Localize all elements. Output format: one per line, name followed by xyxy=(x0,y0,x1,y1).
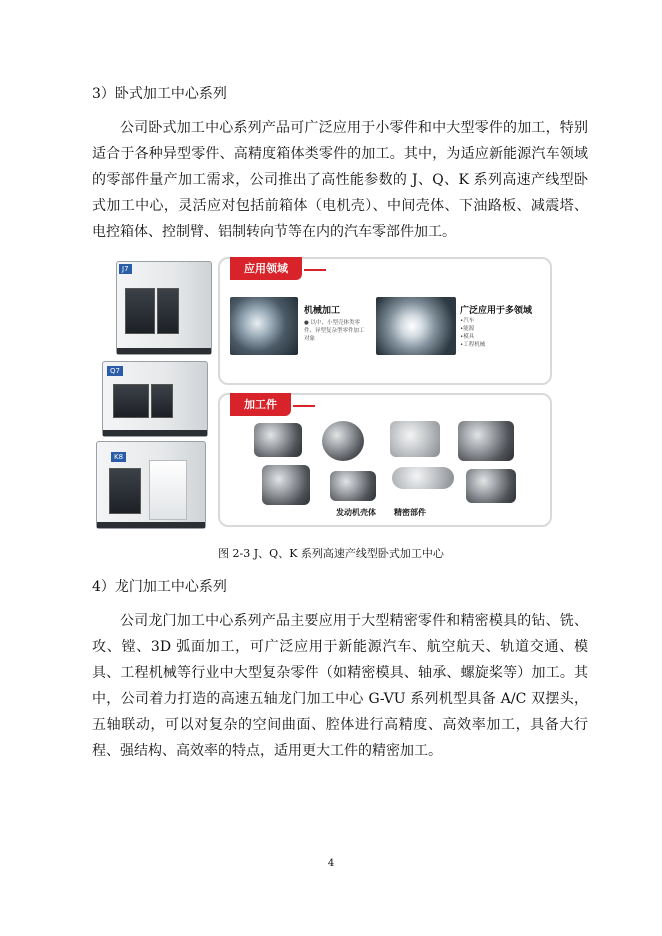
machine-base xyxy=(103,430,207,436)
figure-horizontal-machining-centers xyxy=(86,255,548,531)
machine-photos xyxy=(86,255,218,531)
applications-panel xyxy=(218,257,552,385)
workpiece-engine-block xyxy=(254,423,302,457)
machine-model-badge: J7 xyxy=(119,264,132,274)
fields-list xyxy=(460,317,485,349)
figure-caption: 图 2-3 J、Q、K 系列高速产线型卧式加工中心 xyxy=(218,547,444,560)
machining-text: ● 以中、小型壳体类零件、异型复杂型零件加工对象 xyxy=(304,320,365,342)
page-number: 4 xyxy=(327,858,335,869)
machine-window xyxy=(157,288,179,334)
section-4-heading: 4）龙门加工中心系列 xyxy=(92,579,227,595)
machine-window xyxy=(125,288,155,334)
machine-model-badge: Q7 xyxy=(107,366,123,376)
engine-housing-label: 发动机壳体 xyxy=(336,508,376,517)
machine-window xyxy=(149,460,187,520)
machine-k8 xyxy=(96,441,206,529)
machine-q7 xyxy=(102,361,208,437)
field-item: • 能源 xyxy=(460,325,485,333)
field-item: • 工程机械 xyxy=(460,341,485,349)
field-item: • 模具 xyxy=(460,333,485,341)
workpiece-frame xyxy=(466,469,516,503)
machine-window xyxy=(113,384,149,418)
machine-window xyxy=(151,384,173,418)
workpiece-tray xyxy=(390,421,440,457)
workpieces-panel xyxy=(218,393,552,527)
applications-tag: 应用领域 xyxy=(230,257,302,280)
workpiece-casing xyxy=(262,465,310,505)
workpiece-housing xyxy=(322,421,364,461)
gears-image xyxy=(230,297,298,355)
machine-model-badge: K8 xyxy=(111,452,126,462)
machine-base xyxy=(97,522,205,528)
section-3-paragraph: 公司卧式加工中心系列产品可广泛应用于小零件和中大型零件的加工，特别适合于各种异型零件、高精度箱体类零件的加工。其中，为适应新能源汽车领域的零部件量产加工需求，公司推出了高性能参数的 J、Q、K 系列高速产线型卧式加工中心，灵活应对包括前箱体（电机壳）、中间壳体、下油路板、减震塔、电控箱体、控制臂、铝制转向节等在内的汽车零部件加工。 xyxy=(92,120,588,240)
fields-title: 广泛应用于多领域 xyxy=(460,306,533,316)
machine-window xyxy=(109,468,141,514)
section-4-paragraph: 公司龙门加工中心系列产品主要应用于大型精密零件和精密模具的钻、铣、攻、镗、3D 弧面加工，可广泛应用于新能源汽车、航空航天、轨道交通、模具、工程机械等行业中大型复杂零件（如精密模具、轴承、螺旋桨等）加工。其中，公司着力打造的高速五轴龙门加工中心 G-VU 系列机型具备 A/C 双摆头，五轴联动，可以对复杂的空间曲面、腔体进行高精度、高效率加工，具备大行程、强结构、高效率的特点，适用更大工件的精密加工。 xyxy=(92,613,588,759)
turbine-image xyxy=(376,297,456,355)
precision-parts-label: 精密部件 xyxy=(394,508,426,517)
machine-base xyxy=(117,348,211,354)
machining-title: 机械加工 xyxy=(304,306,341,316)
field-item: • 汽车 xyxy=(460,317,485,325)
workpieces-tag: 加工件 xyxy=(230,393,291,416)
workpiece-plate xyxy=(330,471,376,501)
section-3-heading: 3）卧式加工中心系列 xyxy=(92,86,227,102)
machine-j7 xyxy=(116,261,212,355)
workpiece-connecting-rod xyxy=(392,467,454,489)
workpiece-bracket xyxy=(458,421,514,461)
